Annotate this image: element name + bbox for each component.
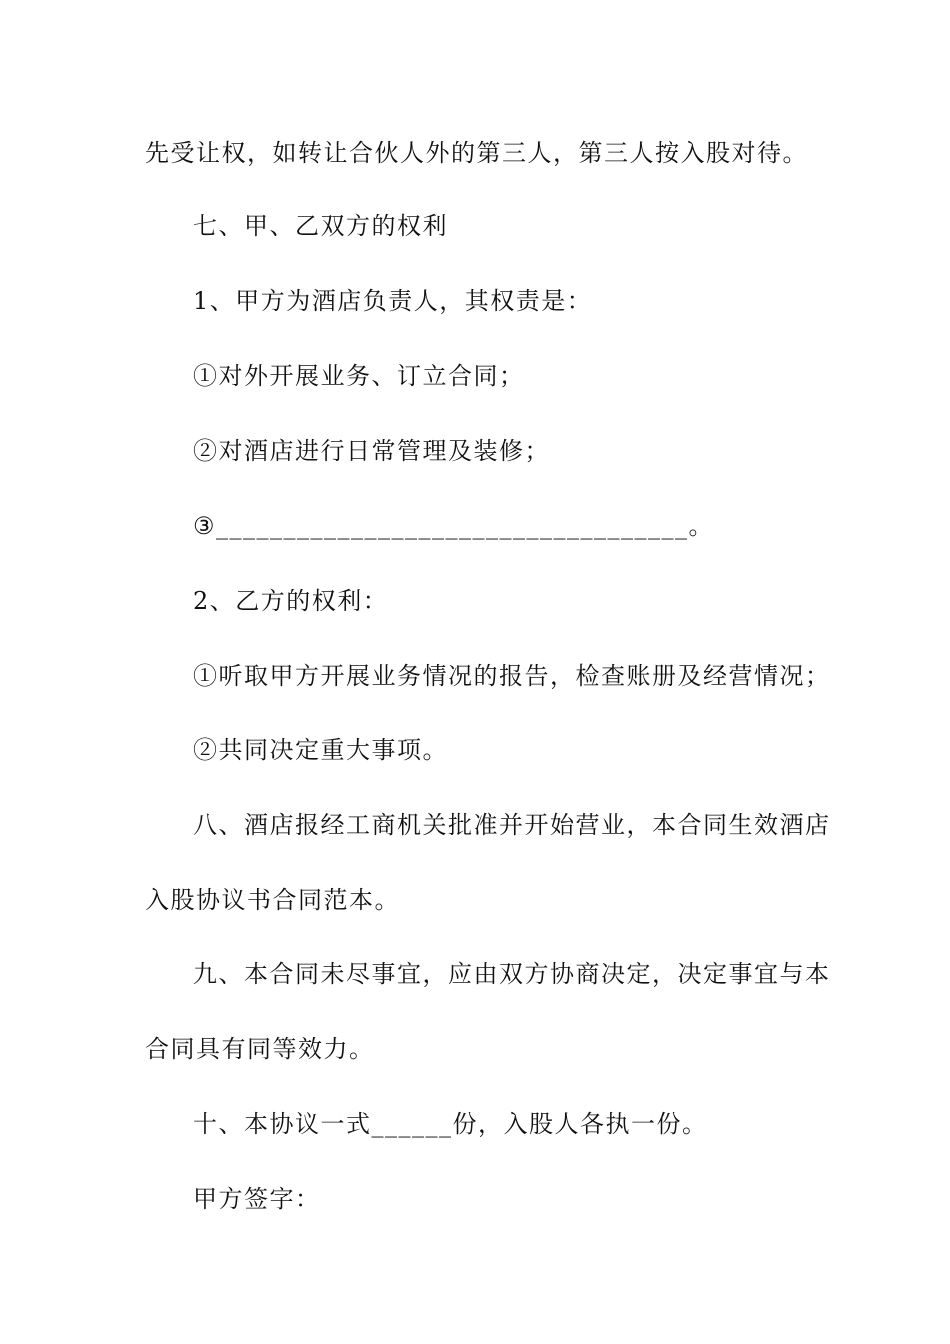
list-item: ①听取甲方开展业务情况的报告，检查账册及经营情况； [193, 662, 831, 690]
list-item: ①对外开展业务、订立合同； [193, 362, 525, 390]
signature-label: 甲方签字： [193, 1185, 321, 1213]
list-item: ②共同决定重大事项。 [193, 736, 448, 764]
section-paragraph: 十、本协议一式______份，入股人各执一份。 [193, 1110, 708, 1138]
clause-line: 1、甲方为酒店负责人，其权责是： [193, 287, 593, 315]
paragraph-line: 合同具有同等效力。 [145, 1035, 375, 1063]
section-heading: 七、甲、乙双方的权利 [193, 212, 448, 240]
blank-list-item: ③___________________________________。 [193, 512, 715, 540]
paragraph-line: 入股协议书合同范本。 [145, 886, 400, 914]
list-item: ②对酒店进行日常管理及装修； [193, 437, 550, 465]
section-paragraph: 九、本合同未尽事宜，应由双方协商决定，决定事宜与本 [193, 960, 831, 988]
paragraph-line: 先受让权，如转让合伙人外的第三人，第三人按入股对待。 [145, 139, 808, 167]
section-paragraph: 八、酒店报经工商机关批准并开始营业，本合同生效酒店 [193, 811, 831, 839]
clause-line: 2、乙方的权利： [193, 587, 389, 615]
